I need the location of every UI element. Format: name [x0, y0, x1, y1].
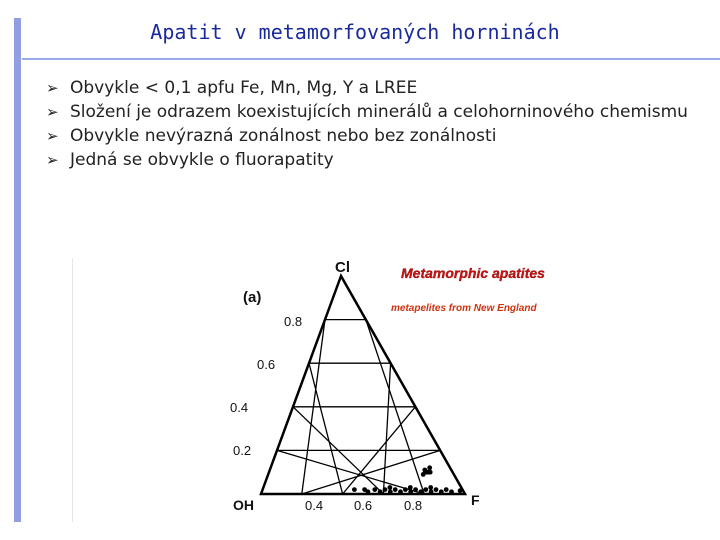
- sample-point: [398, 489, 403, 494]
- sample-point: [388, 485, 393, 490]
- bullet-text: Složení je odrazem koexistujících minerálů a celohorninového chemismu: [70, 102, 688, 122]
- arrow-right-icon: ➢: [46, 79, 59, 97]
- sample-point: [408, 489, 413, 494]
- left-tick-label: 0.2: [233, 443, 252, 458]
- figure-subheading: metapelites from New England: [391, 303, 537, 314]
- bottom-tick-label: 0.6: [354, 498, 373, 513]
- slide-title: Apatit v metamorfovaných horninách: [150, 20, 560, 44]
- sample-point: [428, 485, 433, 490]
- sample-point: [427, 465, 432, 470]
- bullet-item: [46, 100, 696, 124]
- ternary-figure: [72, 258, 613, 522]
- slide-accent-bar: [14, 18, 21, 522]
- figure-heading: Metamorphic apatites: [401, 265, 545, 281]
- bullet-list: [46, 76, 696, 172]
- sample-point: [439, 489, 444, 494]
- bullet-item: [46, 148, 696, 172]
- sample-point: [428, 470, 433, 475]
- sample-point: [372, 487, 377, 492]
- sample-point: [419, 489, 424, 494]
- gridline-diagonal: [302, 450, 440, 494]
- bullet-text: Jedná se obvykle o fluorapatity: [70, 150, 334, 170]
- gridline-diagonal: [309, 363, 343, 494]
- sample-point: [378, 489, 383, 494]
- left-tick-label: 0.6: [257, 357, 276, 372]
- bullet-text: Obvykle < 0,1 apfu Fe, Mn, Mg, Y a LREE: [70, 78, 418, 98]
- sample-point: [352, 487, 357, 492]
- bullet-item: [46, 124, 696, 148]
- sample-point: [383, 487, 388, 492]
- vertex-label-cl: Cl: [335, 259, 350, 276]
- sample-point: [444, 487, 449, 492]
- panel-label: (a): [243, 289, 262, 306]
- bullet-text: Obvykle nevýrazná zonálnost nebo bez zonálnosti: [70, 126, 497, 146]
- sample-point: [421, 472, 426, 477]
- arrow-right-icon: ➢: [46, 103, 59, 121]
- left-tick-label: 0.4: [230, 400, 249, 415]
- sample-point: [423, 487, 428, 492]
- title-divider: [22, 58, 720, 60]
- arrow-right-icon: ➢: [46, 151, 59, 169]
- sample-point: [429, 489, 434, 494]
- gridline-diagonal: [277, 450, 424, 494]
- sample-point: [388, 489, 393, 494]
- ternary-diagram: [73, 258, 613, 522]
- arrow-right-icon: ➢: [46, 127, 59, 145]
- sample-point: [449, 489, 454, 494]
- sample-point: [413, 487, 418, 492]
- sample-point: [393, 487, 398, 492]
- sample-point: [458, 488, 463, 493]
- sample-point: [434, 487, 439, 492]
- sample-point: [403, 487, 408, 492]
- vertex-label-oh: OH: [233, 497, 254, 513]
- bullet-item: [46, 76, 696, 100]
- bottom-tick-label: 0.4: [305, 498, 324, 513]
- left-tick-label: 0.8: [284, 314, 303, 329]
- bottom-tick-label: 0.8: [404, 498, 423, 513]
- sample-point: [366, 489, 371, 494]
- sample-point: [408, 485, 413, 490]
- vertex-label-f: F: [471, 492, 480, 508]
